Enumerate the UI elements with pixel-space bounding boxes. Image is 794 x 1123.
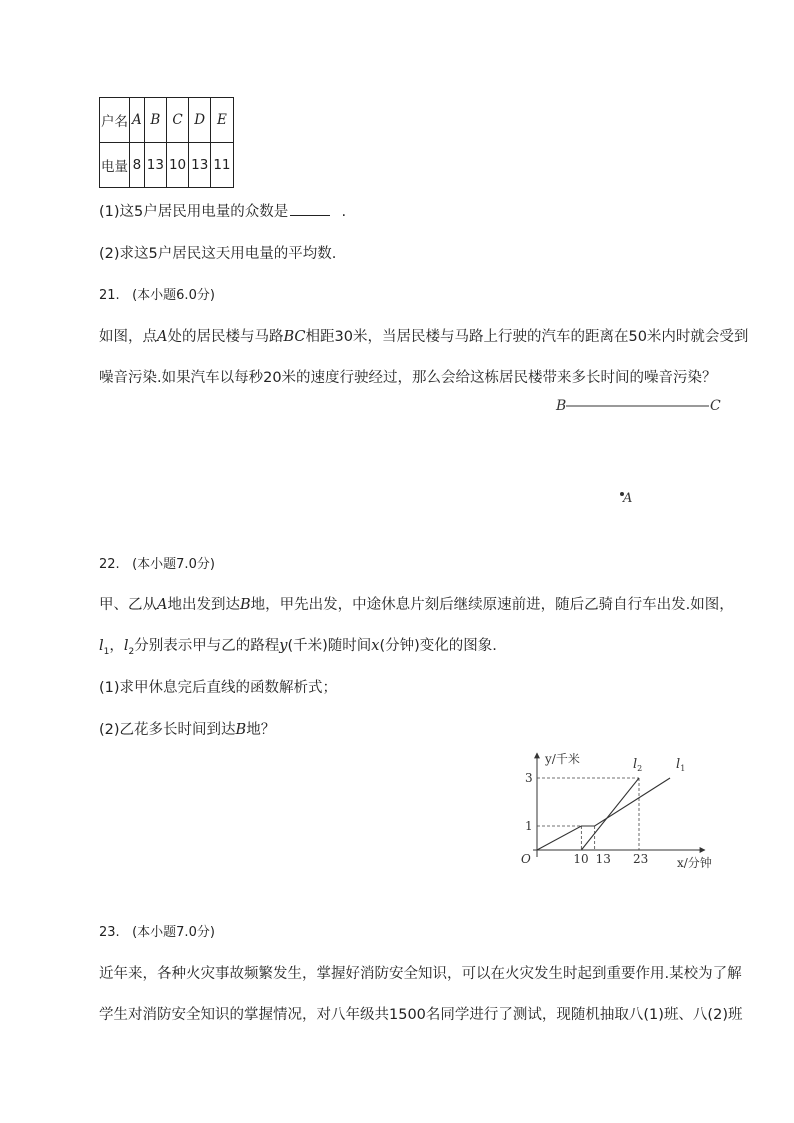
table-cell: C (166, 98, 188, 143)
table-cell: 户名 (100, 98, 130, 143)
q22-header: 22. (本小题7.0分) (99, 557, 215, 572)
table-cell: 8 (130, 143, 145, 188)
q21-text-line2: 噪音污染.如果汽车以每秒20米的速度行驶经过，那么会给这栋居民楼带来多长时间的噪音污染？ (99, 370, 717, 386)
table-cell: 11 (211, 143, 233, 188)
table-cell: 13 (144, 143, 166, 188)
table-cell: D (189, 98, 211, 143)
series-line-l1 (537, 778, 670, 850)
q22-text-line1: 甲、乙从A地出发到达B地，甲先出发，中途休息片刻后继续原速前进，随后乙骑自行车出发.如图， (99, 597, 734, 613)
q20-part2: (2)求这5户居民这天用电量的平均数. (99, 246, 337, 262)
series-label-l1: $l_1$ (676, 757, 686, 773)
table-cell: A (130, 98, 145, 143)
q20-part1: (1)这5户居民用电量的众数是 . (99, 204, 347, 220)
q21-header: 21. (本小题6.0分) (99, 288, 215, 303)
point-b-label: B (556, 398, 567, 414)
series-label-l2: $l_2$ (633, 757, 643, 773)
table-row (100, 98, 234, 143)
y-tick-label: 3 (525, 771, 533, 785)
q22-part1: (1)求甲休息完后直线的函数解析式； (99, 680, 338, 696)
electricity-table (99, 97, 234, 188)
distance-time-chart (505, 745, 730, 875)
x-tick-label: 10 (573, 852, 589, 866)
table-cell: 电量 (100, 143, 130, 188)
table-cell: E (211, 98, 233, 143)
table-cell: 13 (189, 143, 211, 188)
q21-text-line1: 如图，点A处的居民楼与马路BC相距30米，当居民楼与马路上行驶的汽车的距离在50米内时就会受到 (99, 329, 749, 345)
x-axis-label: x/分钟 (677, 856, 712, 870)
table-cell: 10 (166, 143, 188, 188)
table-cell: B (144, 98, 166, 143)
q23-text-line2: 学生对消防安全知识的掌握情况，对八年级共1500名同学进行了测试，现随机抽取八(1)班、八(2)班 (99, 1007, 743, 1023)
table-row (100, 143, 234, 188)
point-a-label: A (623, 491, 633, 506)
x-tick-label: 23 (633, 852, 649, 866)
y-axis-label: y/千米 (545, 752, 580, 766)
q23-text-line1: 近年来，各种火灾事故频繁发生，掌握好消防安全知识，可以在火灾发生时起到重要作用.某校为了解 (99, 966, 742, 982)
q22-part2: (2)乙花多长时间到达B地？ (99, 722, 276, 738)
q23-header: 23. (本小题7.0分) (99, 925, 215, 940)
origin-label: O (521, 852, 531, 866)
q22-text-line2: $l_1$，$l_2$分别表示甲与乙的路程y(千米)随时间x(分钟)变化的图象. (99, 638, 497, 657)
x-tick-label: 13 (595, 852, 611, 866)
series-line-l2 (581, 778, 639, 850)
answer-blank[interactable] (290, 203, 330, 216)
q21-figure (550, 392, 730, 507)
point-c-label: C (710, 398, 721, 414)
y-tick-label: 1 (525, 819, 533, 833)
